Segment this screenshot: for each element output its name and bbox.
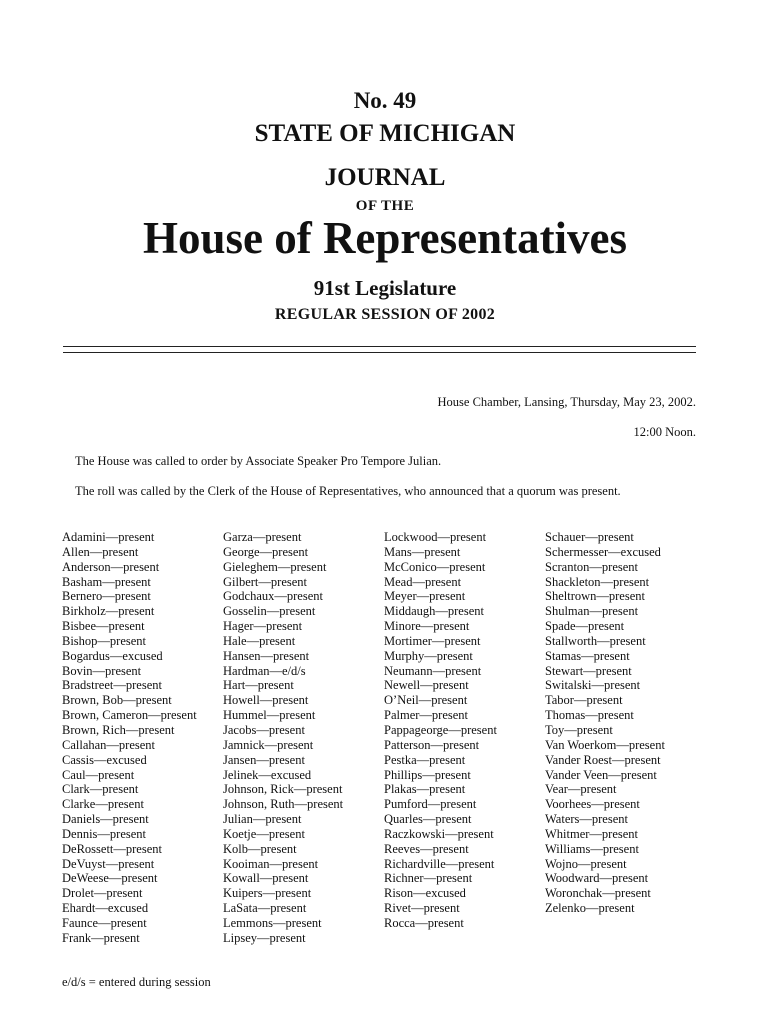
roll-entry: O’Neil—present xyxy=(384,693,468,708)
roll-entry: Ehardt—excused xyxy=(62,901,149,916)
roll-entry: Basham—present xyxy=(62,574,151,589)
roll-entry: Stewart—present xyxy=(545,663,632,678)
roll-entry: Pumford—present xyxy=(384,797,477,812)
roll-entry: Jansen—present xyxy=(223,752,305,767)
session-time: 12:00 Noon. xyxy=(633,425,696,439)
roll-entry: Clarke—present xyxy=(62,797,144,812)
roll-entry: Schermesser—excused xyxy=(545,544,661,559)
roll-entry: DeWeese—present xyxy=(62,871,158,886)
roll-entry: Zelenko—present xyxy=(545,901,635,916)
roll-entry: Minore—present xyxy=(384,619,470,634)
roll-entry: Reeves—present xyxy=(384,841,469,856)
roll-entry: Howell—present xyxy=(223,693,309,708)
roll-entry: Phillips—present xyxy=(384,767,471,782)
roll-entry: Woronchak—present xyxy=(545,886,651,901)
roll-entry: Switalski—present xyxy=(545,678,641,693)
legislature-label: 91st Legislature xyxy=(313,276,457,300)
roll-entry: Julian—present xyxy=(223,812,302,827)
roll-entry: Kolb—present xyxy=(223,841,297,856)
roll-column-1 xyxy=(62,530,197,946)
roll-entry: Mans—present xyxy=(384,544,461,559)
roll-entry: Hale—present xyxy=(223,633,296,648)
roll-entry: Daniels—present xyxy=(62,812,149,827)
roll-entry: Bisbee—present xyxy=(62,619,145,634)
issue-number: No. 49 xyxy=(353,88,417,113)
roll-entry: Murphy—present xyxy=(384,648,473,663)
roll-entry: McConico—present xyxy=(384,559,486,574)
roll-entry: Vander Roest—present xyxy=(545,752,661,767)
roll-entry: Kuipers—present xyxy=(223,886,312,901)
roll-entry: Frank—present xyxy=(62,930,140,945)
roll-entry: Middaugh—present xyxy=(384,604,484,619)
roll-entry: Gieleghem—present xyxy=(223,559,327,574)
roll-entry: Hardman—e/d/s xyxy=(223,663,306,678)
roll-entry: Bernero—present xyxy=(62,589,151,604)
call-to-order-paragraph: The House was called to order by Associate Speaker Pro Tempore Julian. xyxy=(75,454,442,468)
roll-entry: Spade—present xyxy=(545,619,625,634)
roll-entry: Jamnick—present xyxy=(223,737,314,752)
chamber-dateline: House Chamber, Lansing, Thursday, May 23, 2002. xyxy=(437,395,696,409)
roll-entry: Anderson—present xyxy=(62,559,160,574)
roll-entry: Voorhees—present xyxy=(545,797,640,812)
roll-entry: Hansen—present xyxy=(223,648,310,663)
roll-entry: Stamas—present xyxy=(545,648,630,663)
roll-entry: Brown, Rich—present xyxy=(62,722,175,737)
roll-entry: Wojno—present xyxy=(545,856,627,871)
header-rule-top xyxy=(63,346,696,347)
session-label: REGULAR SESSION OF 2002 xyxy=(274,306,496,323)
roll-entry: Hart—present xyxy=(223,678,294,693)
roll-entry: Quarles—present xyxy=(384,812,472,827)
of-the-label: OF THE xyxy=(355,198,415,214)
roll-entry: Woodward—present xyxy=(545,871,649,886)
roll-entry: Allen—present xyxy=(62,544,139,559)
roll-entry: Tabor—present xyxy=(545,693,623,708)
roll-entry: Bradstreet—present xyxy=(62,678,162,693)
roll-entry: Cassis—excused xyxy=(62,752,147,767)
roll-entry: Bishop—present xyxy=(62,633,147,648)
roll-entry: Rocca—present xyxy=(384,915,464,930)
roll-entry: Kooiman—present xyxy=(223,856,319,871)
roll-entry: Williams—present xyxy=(545,841,639,856)
roll-entry: Shackleton—present xyxy=(545,574,650,589)
roll-entry: Bogardus—excused xyxy=(62,648,163,663)
roll-entry: Newell—present xyxy=(384,678,469,693)
roll-entry: Plakas—present xyxy=(384,782,466,797)
roll-entry: DeRossett—present xyxy=(62,841,162,856)
roll-entry: Adamini—present xyxy=(62,530,155,544)
roll-entry: Garza—present xyxy=(223,530,302,544)
roll-entry: Patterson—present xyxy=(384,737,480,752)
roll-column-2 xyxy=(223,530,343,946)
roll-entry: George—present xyxy=(223,544,309,559)
state-name: STATE OF MICHIGAN xyxy=(254,120,516,147)
roll-entry: Sheltrown—present xyxy=(545,589,645,604)
roll-entry: Hager—present xyxy=(223,619,303,634)
roll-entry: Raczkowski—present xyxy=(384,826,494,841)
roll-entry: Jacobs—present xyxy=(223,722,305,737)
roll-entry: Johnson, Rick—present xyxy=(223,782,343,797)
roll-entry: Toy—present xyxy=(545,722,613,737)
roll-column-3 xyxy=(384,530,497,931)
footnote: e/d/s = entered during session xyxy=(62,975,211,989)
roll-entry: Palmer—present xyxy=(384,708,469,723)
roll-entry: Vear—present xyxy=(545,782,617,797)
roll-entry: Gilbert—present xyxy=(223,574,308,589)
chamber-title: House of Representatives xyxy=(142,213,628,263)
roll-entry: Lemmons—present xyxy=(223,915,322,930)
header-rule-bottom xyxy=(63,352,696,353)
journal-title: JOURNAL xyxy=(324,164,446,191)
roll-entry: Dennis—present xyxy=(62,826,147,841)
roll-entry: Bovin—present xyxy=(62,663,142,678)
roll-entry: Birkholz—present xyxy=(62,604,155,619)
roll-entry: Vander Veen—present xyxy=(545,767,657,782)
roll-entry: Kowall—present xyxy=(223,871,309,886)
roll-entry: Lipsey—present xyxy=(223,930,306,945)
roll-entry: Pappageorge—present xyxy=(384,722,497,737)
roll-entry: Stallworth—present xyxy=(545,633,646,648)
roll-entry: Johnson, Ruth—present xyxy=(223,797,344,812)
roll-entry: DeVuyst—present xyxy=(62,856,155,871)
roll-entry: Shulman—present xyxy=(545,604,639,619)
roll-entry: Scranton—present xyxy=(545,559,639,574)
roll-entry: Faunce—present xyxy=(62,915,147,930)
roll-entry: Jelinek—excused xyxy=(223,767,312,782)
roll-entry: Brown, Bob—present xyxy=(62,693,172,708)
roll-entry: Thomas—present xyxy=(545,708,634,723)
roll-entry: Brown, Cameron—present xyxy=(62,708,197,723)
roll-entry: Meyer—present xyxy=(384,589,466,604)
roll-column-4 xyxy=(545,530,665,916)
roll-entry: Rison—excused xyxy=(384,886,466,901)
roll-entry: Clark—present xyxy=(62,782,139,797)
roll-entry: Pestka—present xyxy=(384,752,466,767)
roll-entry: Caul—present xyxy=(62,767,135,782)
roll-entry: Mead—present xyxy=(384,574,462,589)
roll-entry: Drolet—present xyxy=(62,886,143,901)
roll-entry: Koetje—present xyxy=(223,826,305,841)
roll-entry: Neumann—present xyxy=(384,663,482,678)
roll-entry: Lockwood—present xyxy=(384,530,487,544)
roll-entry: Waters—present xyxy=(545,812,628,827)
roll-entry: Mortimer—present xyxy=(384,633,481,648)
roll-call-paragraph: The roll was called by the Clerk of the House of Representatives, who announced that a quorum was present. xyxy=(75,484,621,498)
roll-entry: Gosselin—present xyxy=(223,604,316,619)
roll-entry: Van Woerkom—present xyxy=(545,737,665,752)
roll-entry: Schauer—present xyxy=(545,530,634,544)
roll-entry: Godchaux—present xyxy=(223,589,323,604)
roll-entry: Rivet—present xyxy=(384,901,460,916)
roll-entry: Callahan—present xyxy=(62,737,156,752)
roll-entry: Richardville—present xyxy=(384,856,495,871)
roll-entry: Richner—present xyxy=(384,871,473,886)
roll-entry: Whitmer—present xyxy=(545,826,639,841)
roll-entry: Hummel—present xyxy=(223,708,316,723)
roll-entry: LaSata—present xyxy=(223,901,307,916)
